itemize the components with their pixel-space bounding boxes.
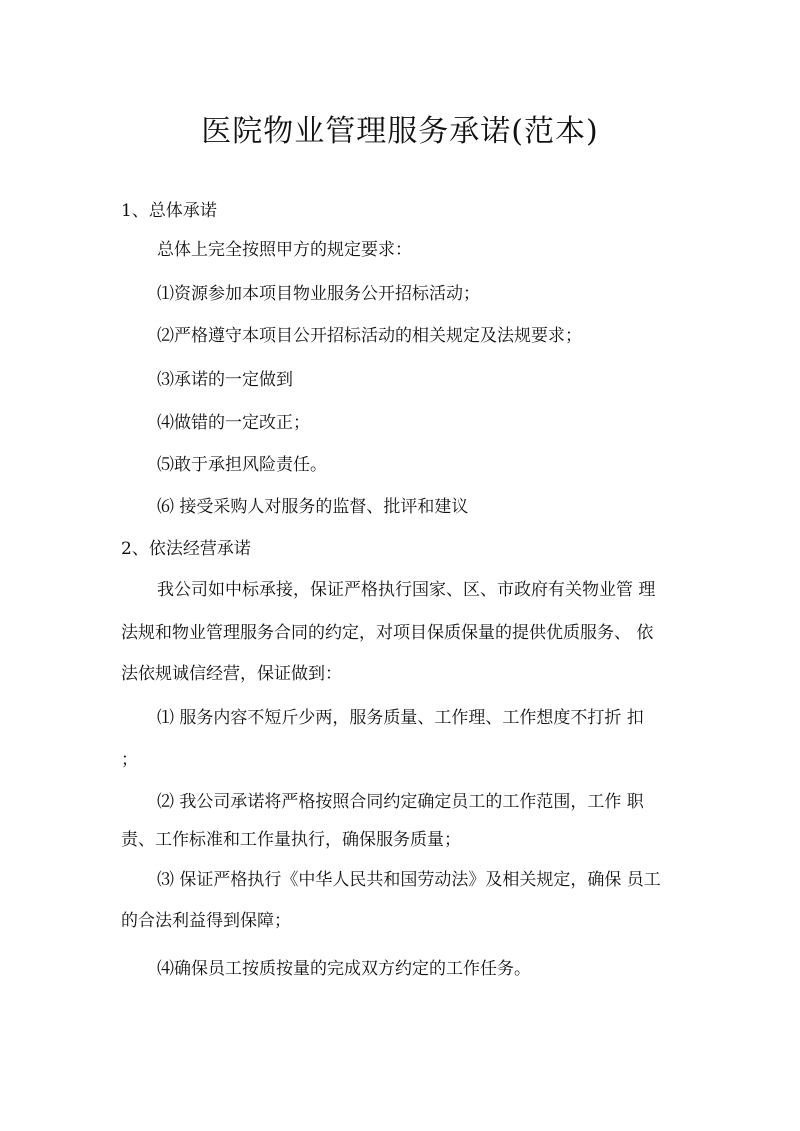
section-1-item-5: ⑸敢于承担风险责任。 xyxy=(157,455,327,475)
section-1-item-2: ⑵严格遵守本项目公开招标活动的相关规定及法规要求； xyxy=(157,326,582,346)
section-1-item-4: ⑷做错的一定改正； xyxy=(157,413,310,433)
section-2-item-3-line-1: ⑶ 保证严格执行《中华人民共和国劳动法》及相关规定，确保 员工 xyxy=(157,870,661,890)
section-2-item-2-line-1: ⑵ 我公司承诺将严格按照合同约定确定员工的工作范围，工作 职 xyxy=(157,792,644,812)
section-2-item-4: ⑷确保员工按质按量的完成双方约定的工作任务。 xyxy=(157,959,531,979)
section-2-item-1-line-2: ； xyxy=(121,750,138,770)
section-2-paragraph-line-3: 法依规诚信经营，保证做到： xyxy=(121,664,342,684)
section-2-paragraph-line-2: 法规和物业管理服务合同的约定，对项目保质保量的提供优质服务、 依 xyxy=(121,623,654,643)
section-2-item-3-line-2: 的合法利益得到保障； xyxy=(121,911,291,931)
section-1-item-3: ⑶承诺的一定做到 xyxy=(157,370,293,390)
section-2-item-1-line-1: ⑴ 服务内容不短斤少两，服务质量、工作理、工作想度不打折 扣 xyxy=(157,708,644,728)
section-2-paragraph-line-1: 我公司如中标承接，保证严格执行国家、区、市政府有关物业管 理 xyxy=(157,580,656,600)
section-1-intro: 总体上完全按照甲方的规定要求： xyxy=(157,240,412,260)
section-1-item-1: ⑴资源参加本项目物业服务公开招标活动； xyxy=(157,284,480,304)
section-2-item-2-line-2: 责、工作标准和工作量执行，确保服务质量； xyxy=(121,830,461,850)
section-1-item-6: ⑹ 接受采购人对服务的监督、批评和建议 xyxy=(157,497,469,517)
section-2-heading: 2、依法经营承诺 xyxy=(121,539,251,559)
section-1-heading: 1、总体承诺 xyxy=(121,201,217,221)
document-title: 医院物业管理服务承诺(范本) xyxy=(201,114,599,149)
